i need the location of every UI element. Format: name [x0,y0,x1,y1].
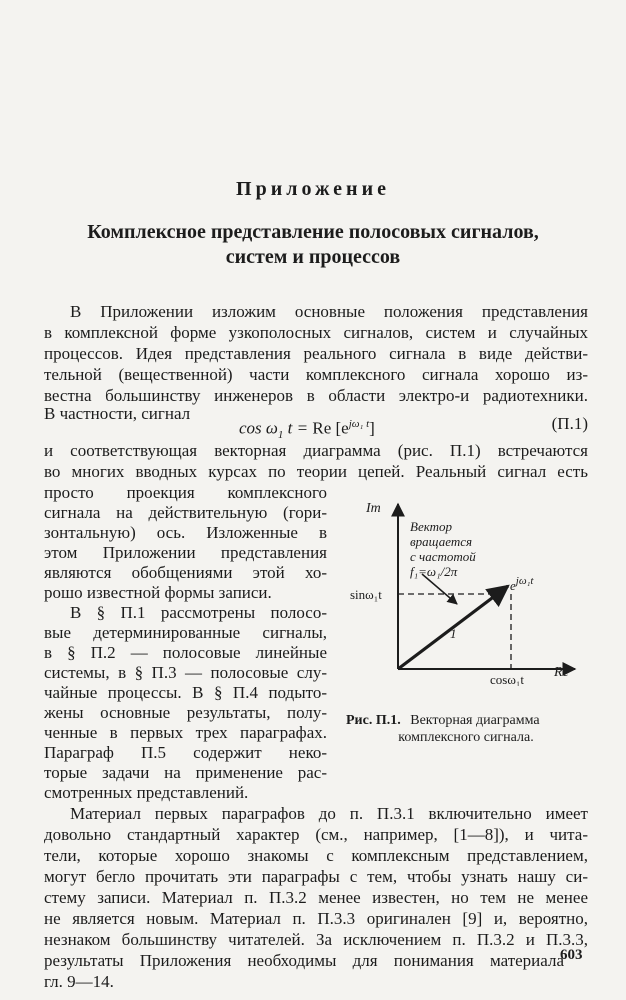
wrap-line: просто проекция комплексного [44,483,327,502]
section-title-line-2: систем и процессов [225,246,401,268]
paragraph-line: довольно стандартный характер (см., например, [1—8]), и чита- [44,825,588,844]
wrap-line: торые задачи на применение рас- [44,763,327,782]
paragraph-line: не является новым. Материал п. П.3.3 оригинален [9] и, вероятно, [44,909,588,928]
wrap-line: системы, в § П.3 — полосовые слу- [44,663,327,682]
wrap-line: чайные процессы. В § П.4 подыто- [44,683,327,702]
equation-number: (П.1) [551,414,588,433]
paragraph-line: могут бегло прочитать эти параграфы с тем, чтобы узнать нашу си- [44,867,588,886]
vector-length-label: 1 [450,626,457,641]
paragraph-line: в комплексной форме узкополосных сигналов, систем и случайных [44,323,588,342]
figure-caption-line-1 [346,712,586,729]
paragraph-line: результаты Приложения необходимы для понимания материала [44,951,564,970]
wrap-line: В § П.1 рассмотрены полосо- [70,603,327,622]
wrap-line: жены основные результаты, полу- [44,703,327,722]
wrap-line: рошо известной формы записи. [44,583,272,602]
annotation-line-3: с частотой [410,549,476,564]
page-number: 603 [560,947,583,963]
frequency-label: f₁=ω₁/2π [410,564,458,579]
figure-caption-text: Векторная диаграмма [410,713,540,728]
paragraph-line: В Приложении изложим основные положения представления [70,302,588,321]
paragraph-line: стему записи. Материал п. П.3.2 менее известен, но тем не менее [44,888,588,907]
vector-diagram-figure [340,486,588,686]
paragraph-line: тели, которые хорошо знакомы с комплексным представлением, [44,846,588,865]
wrap-line: зонтальную) ось. Изложенные в [44,523,327,542]
sin-label: sinω₁t [350,587,382,602]
wrap-line: являются обобщениями этой хо- [44,563,327,582]
paragraph-line: процессов. Идея представления реального сигнала в виде действи- [44,344,588,363]
paragraph-line: В частности, сигнал [44,404,191,423]
appendix-title: Приложение [236,178,390,200]
im-axis-label: Im [366,501,381,516]
wrap-line: смотренных представлений. [44,783,249,802]
equation-formula: $\cos \omega_1$ t = Re $[e^{j\omega_1 t}]$ [239,418,375,442]
paragraph-line: и соответствующая векторная диаграмма (рис. П.1) встречаются [44,441,588,460]
figure-caption-line-2: комплексного сигнала. [398,730,534,745]
cos-label: cosω₁t [490,672,525,686]
annotation-line-1: Вектор [410,519,453,534]
wrap-line: вые детерминированные сигналы, [44,623,327,642]
paragraph-line: незнаком большинству читателей. За исключением п. П.3.2 и П.3.3, [44,930,588,949]
re-axis-label: Re [554,665,569,680]
vector-diagram [340,486,588,686]
exp-label: $e^{j\omega_1t}$ [510,575,534,593]
wrap-line: ченные в первых трех параграфах. [44,723,327,742]
annotation-line-2: вращается [410,534,473,549]
wrap-line: Параграф П.5 содержит неко- [44,743,327,762]
paragraph-line: вестна большинству инженеров в области электро-и радиотехники. [44,386,588,405]
section-title-line-1: Комплексное представление полосовых сигналов, [87,221,539,243]
paragraph-line: гл. 9—14. [44,972,114,991]
figure-caption-prefix: Рис. П.1. [346,713,401,728]
wrap-line: в § П.2 — полосовые линейные [44,643,327,662]
section-title [40,220,586,270]
wrap-line: сигнала на действительную (гори- [44,503,327,522]
paragraph-line: во многих вводных курсах по теории цепей. Реальный сигнал есть [44,462,588,481]
paragraph-line: Материал первых параграфов до п. П.3.1 включительно имеет [70,804,588,823]
wrap-line: этом Приложении представления [44,543,327,562]
paragraph-line: тельной (вещественной) части комплексного сигнала хорошо из- [44,365,588,384]
